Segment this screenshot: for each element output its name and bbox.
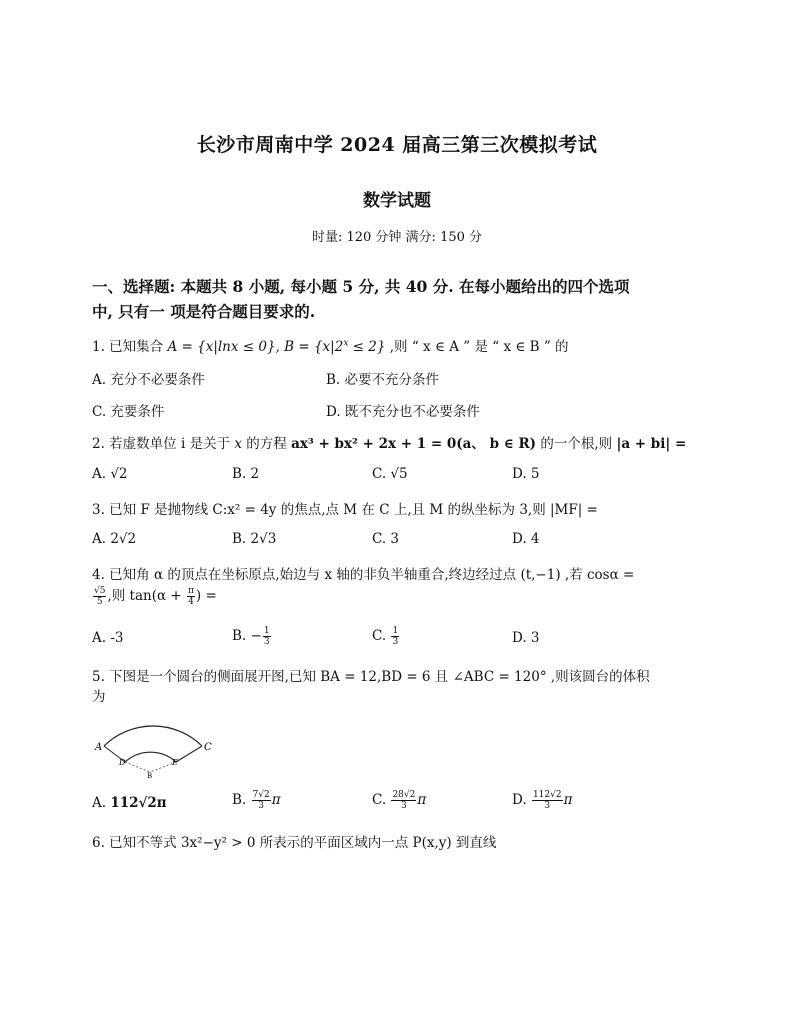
q1-prefix: 1. 已知集合 bbox=[92, 339, 168, 355]
dashed-db bbox=[125, 762, 150, 772]
q4-option-a: A. -3 bbox=[92, 630, 124, 646]
q4-line2-end: ) = bbox=[195, 588, 217, 604]
section-heading-line2: 中, 只有一 项是符合题目要求的. bbox=[92, 302, 316, 321]
q2-c: 的一个根,则 bbox=[536, 436, 617, 452]
q3-option-b: B. 2√3 bbox=[232, 531, 277, 547]
q2-option-a: A. √2 bbox=[92, 466, 128, 482]
question-5-stem-line1: 5. 下图是一个圆台的侧面展开图,已知 BA = 12,BD = 6 且 ∠ABC = 120° ,则该圆台的体积 bbox=[92, 669, 650, 685]
q5-option-c: C. $\frac{28√2}{3}$ π bbox=[372, 790, 427, 811]
label-d: D bbox=[119, 758, 126, 767]
q1-sup: x bbox=[343, 338, 349, 349]
exam-info: 时量: 120 分钟 满分: 150 分 bbox=[311, 230, 483, 245]
q1-option-a: A. 充分不必要条件 bbox=[92, 372, 205, 388]
label-c: C bbox=[204, 742, 212, 753]
q4-pi-fraction: $\frac{\pi}{4}$ bbox=[188, 586, 194, 607]
label-a: A bbox=[95, 742, 103, 753]
q3-option-a: A. 2√2 bbox=[92, 531, 137, 547]
q1-math2: ≤ 2} bbox=[348, 339, 386, 355]
q5-option-a: A. 112√2π bbox=[92, 795, 167, 811]
question-3-stem: 3. 已知 F 是抛物线 C:x² = 4y 的焦点,点 M 在 C 上,且 M 的纵坐标为 3,则 |MF| = bbox=[92, 502, 598, 518]
q2-a: 2. 若虚数单位 i 是关于 bbox=[92, 436, 235, 452]
section-heading bbox=[92, 274, 702, 324]
question-2-stem bbox=[92, 432, 686, 452]
q5-option-d: D. $\frac{112√2}{3}$ π bbox=[512, 790, 573, 811]
outer-arc bbox=[104, 726, 202, 746]
q3-option-d: D. 4 bbox=[512, 531, 540, 547]
q4-option-b: B. − $\frac{1}{3}$ bbox=[232, 626, 270, 647]
inner-arc bbox=[125, 752, 176, 762]
q2-b: 的方程 bbox=[242, 436, 292, 452]
section-heading-line1: 一、选择题: 本题共 8 小题, 每小题 5 分, 共 40 分. 在每小题给出的四个选项 bbox=[92, 277, 630, 296]
question-5-stem-line2: 为 bbox=[92, 689, 106, 705]
question-6-stem: 6. 已知不等式 3x²−y² > 0 所表示的平面区域内一点 P(x,y) 到直线 bbox=[92, 835, 497, 851]
q2-option-c: C. √5 bbox=[372, 466, 408, 482]
exam-title: 长沙市周南中学 2024 届高三第三次模拟考试 bbox=[196, 134, 598, 156]
exam-subtitle: 数学试题 bbox=[363, 191, 431, 211]
q2-x: x bbox=[234, 436, 242, 452]
q2-option-b: B. 2 bbox=[232, 466, 260, 482]
q1-suffix: ,则 “ x ∈ A ” 是 “ x ∈ B ” 的 bbox=[385, 339, 569, 355]
q2-option-d: D. 5 bbox=[512, 466, 540, 482]
frustum-net-figure bbox=[92, 712, 217, 780]
question-4-stem-line1: 4. 已知角 α 的顶点在坐标原点,始边与 x 轴的非负半轴重合,终边经过点 (t,−1) ,若 cosα = bbox=[92, 567, 635, 583]
line-ce bbox=[176, 746, 202, 762]
label-e: E bbox=[172, 758, 178, 767]
q1-option-b: B. 必要不充分条件 bbox=[326, 372, 440, 388]
question-1-stem bbox=[92, 335, 569, 355]
q5-option-b: B. $\frac{7√2}{3}$ π bbox=[232, 790, 281, 811]
label-b: B bbox=[147, 772, 153, 780]
q4-line2-text: ,则 tan(α + bbox=[107, 588, 186, 604]
q3-option-c: C. 3 bbox=[372, 531, 400, 547]
q1-math: A = {x|lnx ≤ 0}, B = {x|2 bbox=[167, 339, 344, 355]
question-4-stem-line2 bbox=[92, 584, 217, 607]
q2-eq: ax³ + bx² + 2x + 1 = 0(a、 b ∈ R) bbox=[291, 436, 537, 452]
q4-cos-fraction: $\frac{√5}{5}$ bbox=[94, 586, 106, 607]
q4-option-d: D. 3 bbox=[512, 630, 540, 646]
q1-option-c: C. 充要条件 bbox=[92, 404, 165, 420]
q2-abs: |a + bi| = bbox=[616, 436, 687, 452]
q1-option-d: D. 既不充分也不必要条件 bbox=[326, 404, 480, 420]
q4-option-c: C. $\frac{1}{3}$ bbox=[372, 626, 399, 647]
